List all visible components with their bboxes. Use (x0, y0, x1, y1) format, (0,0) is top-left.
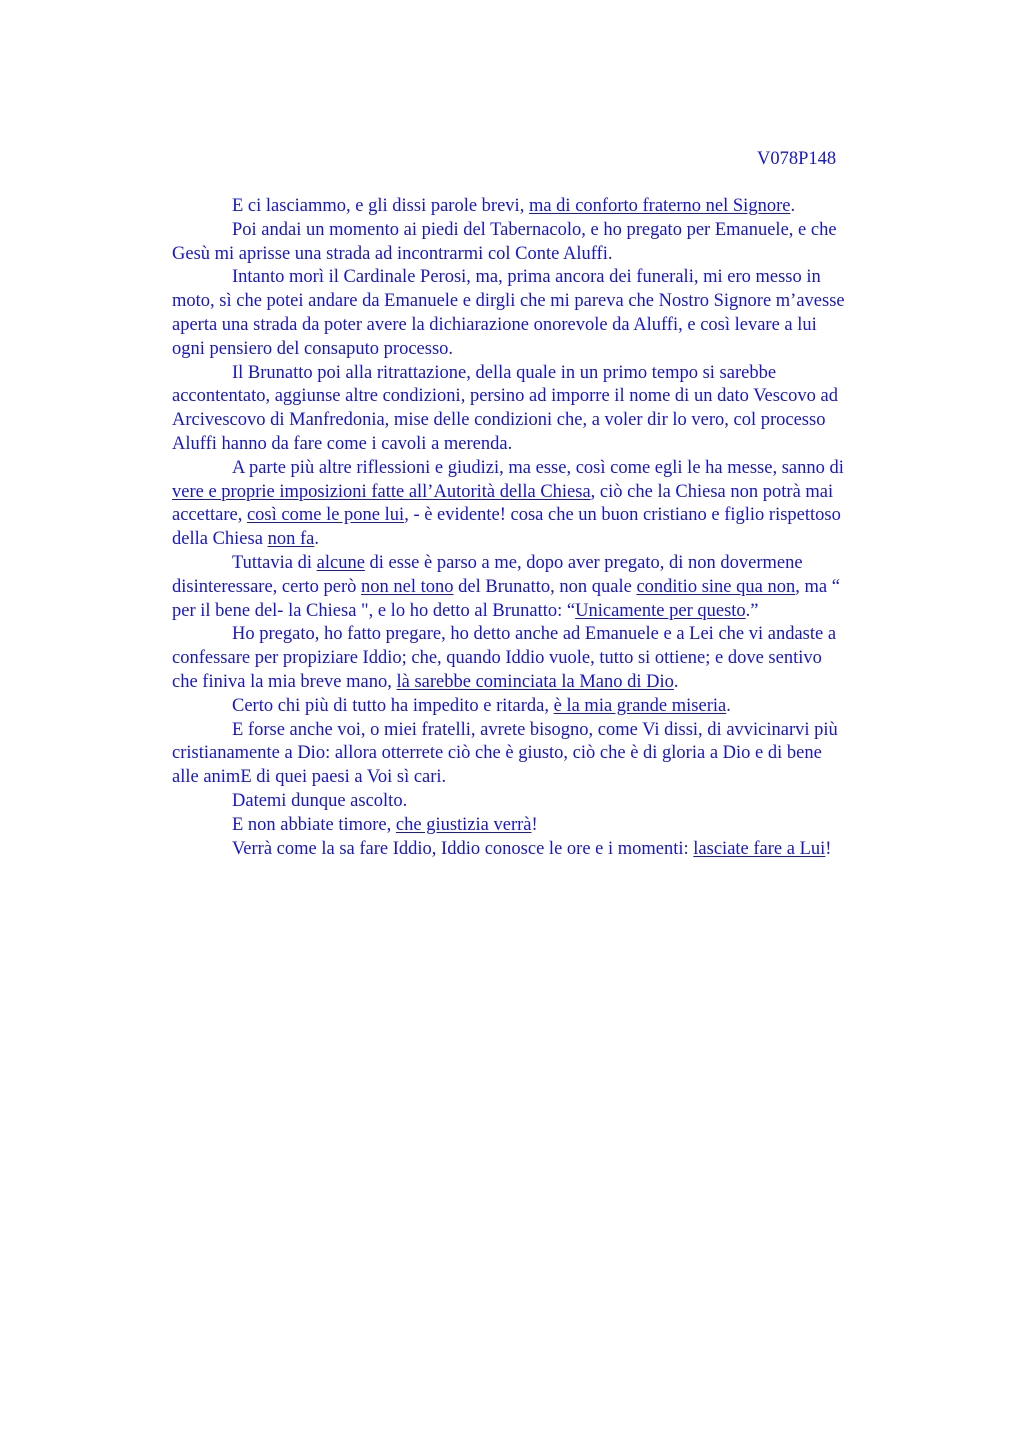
underlined-text: Unicamente per questo (575, 600, 746, 621)
text-run: Intanto morì il Cardinale Perosi, ma, prima ancora dei funerali, mi ero messo in (232, 267, 821, 288)
text-line (172, 409, 924, 433)
text-run: .” (745, 600, 759, 621)
text-run: , ma “ (795, 576, 840, 597)
underlined-text: conditio sine qua non (636, 576, 796, 597)
text-run: Ho pregato, ho fatto pregare, ho detto anche ad Emanuele e a Lei che vi andaste a (232, 624, 837, 645)
paragraph (172, 362, 924, 457)
page-code: V078P148 (757, 149, 837, 169)
text-line (172, 600, 924, 624)
text-line (172, 314, 924, 338)
text-run: Gesù mi aprisse una strada ad incontrarmi col Conte Aluffi. (172, 243, 613, 264)
text-line (172, 290, 924, 314)
text-run: E forse anche voi, o miei fratelli, avrete bisogno, come Vi dissi, di avvicinarvi più (232, 719, 838, 740)
text-line (172, 671, 924, 695)
text-run: confessare per propiziare Iddio; che, quando Iddio vuole, tutto si ottiene; e dove sentivo (172, 648, 822, 669)
text-line (172, 362, 924, 386)
text-line (172, 481, 924, 505)
text-line (172, 814, 924, 838)
underlined-text: è la mia grande miseria (553, 695, 727, 716)
text-run: Il Brunatto poi alla ritrattazione, della quale in un primo tempo si sarebbe (232, 362, 777, 383)
text-line (172, 623, 924, 647)
document-body (172, 195, 924, 861)
text-run: . (790, 196, 796, 216)
paragraph (172, 623, 924, 694)
paragraph (172, 838, 924, 862)
paragraph (172, 814, 924, 838)
text-run: Datemi dunque ascolto. (232, 790, 408, 811)
underlined-text: così come le pone lui (246, 505, 405, 526)
text-line (172, 576, 924, 600)
text-run: accontentato, aggiunse altre condizioni, persino ad imporre il nome di un dato Vescovo ad (172, 386, 838, 407)
text-run: disinteressare, certo però (172, 576, 362, 597)
text-line (172, 838, 924, 862)
text-line (172, 338, 924, 362)
text-run: Aluffi hanno da fare come i cavoli a merenda. (172, 433, 513, 454)
text-run: . (726, 695, 731, 716)
text-run: , ciò che la Chiesa non potrà mai (590, 481, 834, 502)
text-run: che finiva la mia breve mano, (172, 671, 397, 692)
text-run: moto, sì che potei andare da Emanuele e dirgli che mi pareva che Nostro Signore m’avesse (172, 291, 845, 312)
text-run: . (673, 671, 679, 692)
paragraph (172, 219, 924, 267)
text-run: per il bene del- la Chiesa ", e lo ho detto al Brunatto: “ (172, 600, 576, 621)
text-run: alle animE di quei paesi a Voi sì cari. (172, 767, 447, 788)
underlined-text: vere e proprie imposizioni fatte all’Autorità della Chiesa (172, 481, 591, 502)
text-line (172, 457, 924, 481)
text-run: E ci lasciammo, e gli dissi parole brevi, (232, 196, 529, 216)
text-run: ! (825, 838, 832, 859)
text-run: cristianamente a Dio: allora otterrete ciò che è giusto, ciò che è di gloria a Dio e di bene (172, 743, 822, 764)
underlined-text: che giustizia verrà (395, 814, 532, 835)
text-run: Poi andai un momento ai piedi del Tabernacolo, e ho pregato per Emanuele, e che (232, 219, 837, 240)
text-line (172, 528, 924, 552)
text-line (172, 195, 924, 219)
text-run: Certo chi più di tutto ha impedito e ritarda, (232, 695, 554, 716)
underlined-text: non nel tono (361, 576, 454, 597)
text-line (172, 504, 924, 528)
paragraph (172, 195, 924, 219)
paragraph (172, 790, 924, 814)
text-run: ! (531, 814, 538, 835)
paragraph (172, 266, 924, 361)
paragraph (172, 695, 924, 719)
paragraph (172, 719, 924, 790)
underlined-text: non fa (267, 529, 315, 550)
text-line (172, 647, 924, 671)
text-run: di esse è parso a me, dopo aver pregato, di non dovermene (364, 552, 803, 573)
text-line (172, 790, 924, 814)
text-run: del Brunatto, non quale (453, 576, 637, 597)
paragraph (172, 457, 924, 552)
text-line (172, 219, 924, 243)
text-line (172, 766, 924, 790)
text-line (172, 243, 924, 267)
text-run: Arcivescovo di Manfredonia, mise delle condizioni che, a voler dir lo vero, col processo (172, 410, 826, 431)
text-line (172, 385, 924, 409)
text-line (172, 266, 924, 290)
underlined-text: ma di conforto fraterno nel Signore (528, 196, 791, 216)
text-line (172, 552, 924, 576)
text-run: Verrà come la sa fare Iddio, Iddio conosce le ore e i momenti: (232, 838, 694, 859)
text-run: aperta una strada da poter avere la dichiarazione onorevole da Aluffi, e così levare a lui (172, 314, 817, 335)
text-line (172, 719, 924, 743)
text-run: A parte più altre riflessioni e giudizi, ma esse, così come egli le ha messe, sanno di (232, 457, 844, 478)
paragraph (172, 552, 924, 623)
text-run: ogni pensiero del consaputo processo. (172, 338, 454, 359)
text-run: Tuttavia di (232, 552, 317, 573)
underlined-text: là sarebbe cominciata la Mano di Dio (396, 671, 674, 692)
text-run: della Chiesa (172, 529, 268, 550)
text-line (172, 695, 924, 719)
text-run: accettare, (172, 505, 247, 526)
text-line (172, 742, 924, 766)
underlined-text: alcune (316, 552, 365, 573)
underlined-text: lasciate fare a Lui (693, 838, 826, 859)
text-line (172, 433, 924, 457)
text-run: , - è evidente! cosa che un buon cristiano e figlio rispettoso (404, 505, 841, 526)
text-run: . (314, 529, 319, 550)
text-run: E non abbiate timore, (232, 814, 396, 835)
